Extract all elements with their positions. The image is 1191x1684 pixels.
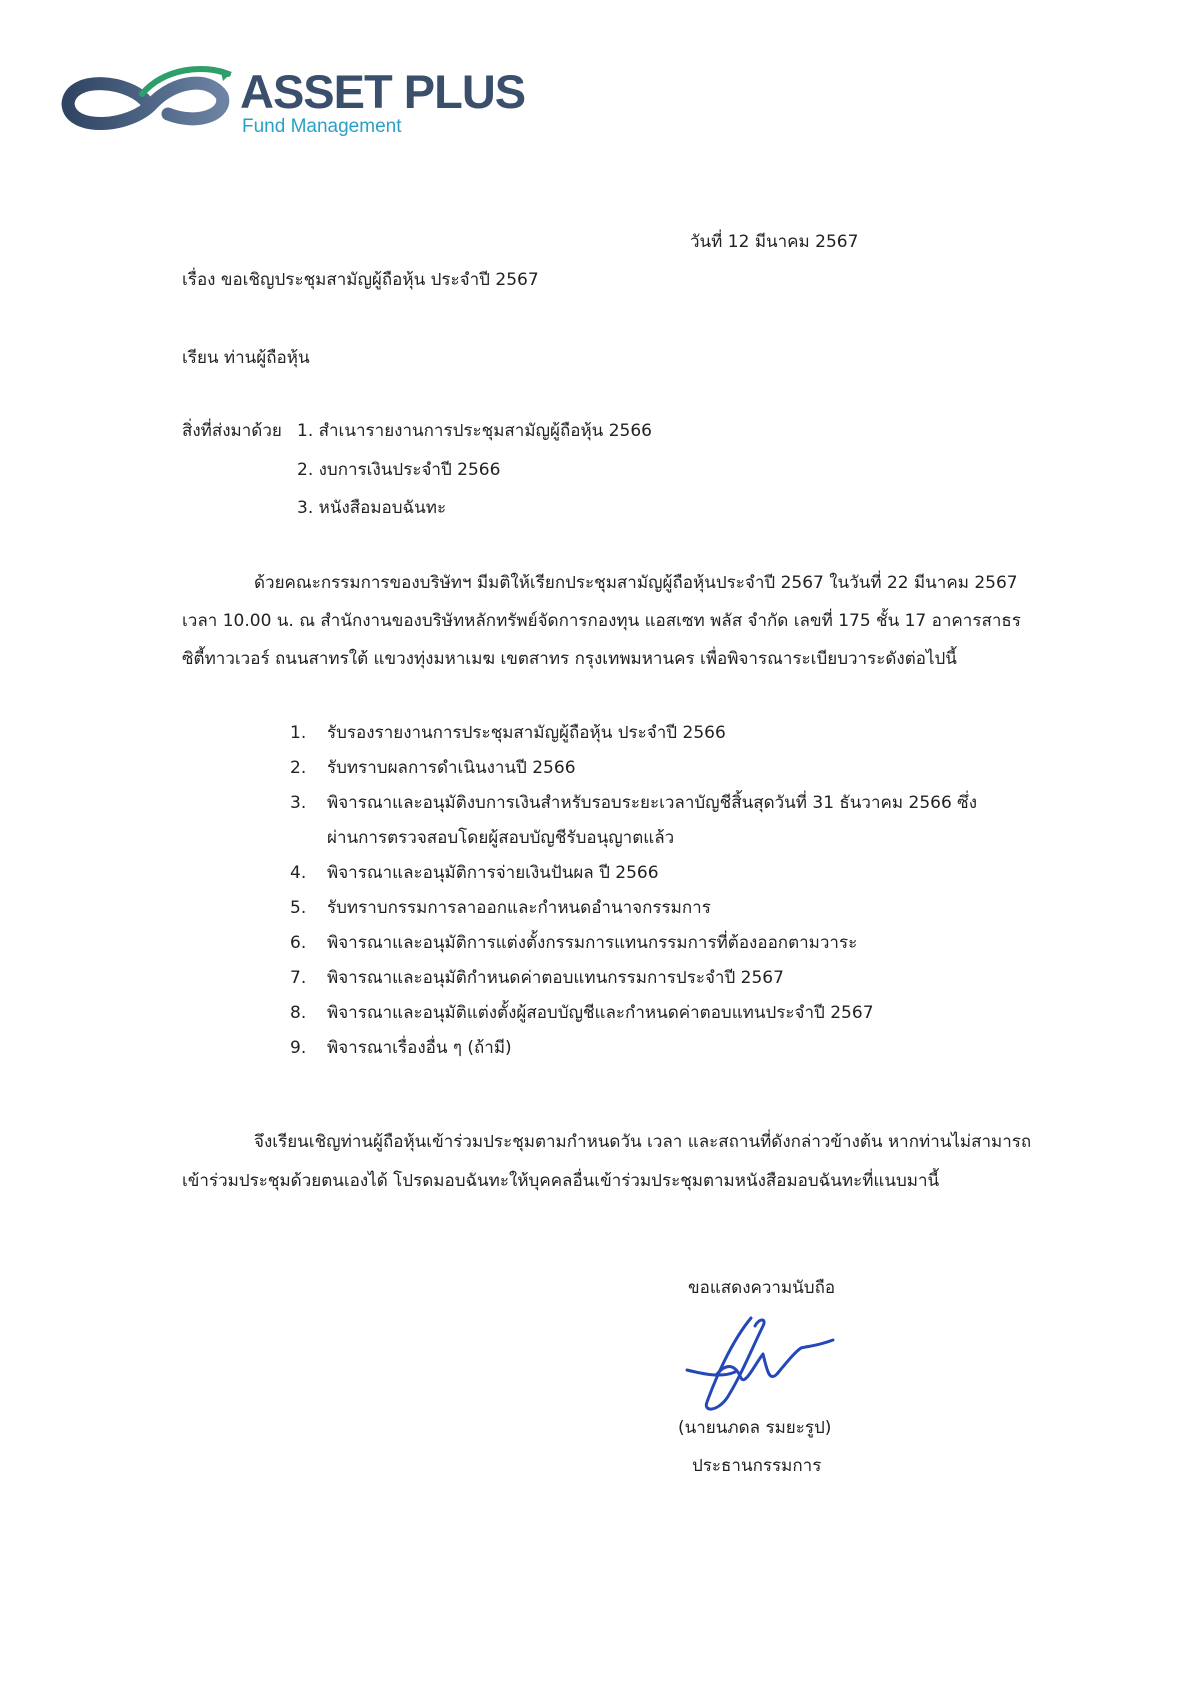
agenda-number: 1. — [290, 723, 307, 743]
agenda-number: 8. — [290, 1003, 307, 1023]
agenda-item — [290, 926, 1050, 961]
agenda-number: 5. — [290, 898, 307, 918]
agenda-number: 7. — [290, 968, 307, 988]
agenda-text: พิจารณาและอนุมัติกำหนดค่าตอบแทนกรรมการประจำปี 2567 — [327, 968, 784, 988]
company-name: ASSET PLUS — [240, 65, 526, 118]
agenda-text: พิจารณาเรื่องอื่น ๆ (ถ้ามี) — [327, 1038, 512, 1058]
agenda-number: 3. — [290, 793, 307, 813]
signer-title: ประธานกรรมการ — [692, 1456, 822, 1476]
complimentary-close: ขอแสดงความนับถือ — [688, 1278, 836, 1298]
letter-salutation: เรียน ท่านผู้ถือหุ้น — [182, 348, 310, 368]
agenda-number: 6. — [290, 933, 307, 953]
intro-line: ซิตี้ทาวเวอร์ ถนนสาทรใต้ แขวงทุ่งมหาเมฆ เขตสาทร กรุงเทพมหานคร เพื่อพิจารณาระเบียบวาระดังต่อไปนี้ — [182, 649, 957, 669]
enclosures-label: สิ่งที่ส่งมาด้วย — [182, 421, 282, 441]
company-logo — [60, 62, 530, 142]
enclosure-item: 1. สำเนารายงานการประชุมสามัญผู้ถือหุ้น 2566 — [297, 421, 652, 441]
closing-line: จึงเรียนเชิญท่านผู้ถือหุ้นเข้าร่วมประชุมตามกำหนดวัน เวลา และสถานที่ดังกล่าวข้างต้น หากท่านไม่สามารถ — [254, 1132, 1032, 1152]
agenda-text: พิจารณาและอนุมัติแต่งตั้งผู้สอบบัญชีและกำหนดค่าตอบแทนประจำปี 2567 — [327, 1003, 874, 1023]
agenda-number: 2. — [290, 758, 307, 778]
agenda-item — [290, 751, 1050, 786]
intro-line: เวลา 10.00 น. ณ สำนักงานของบริษัทหลักทรัพย์จัดการกองทุน แอสเซท พลัส จำกัด เลขที่ 175 ชั้น 17 อาคารสาธร — [182, 611, 1021, 631]
closing-line: เข้าร่วมประชุมด้วยตนเองได้ โปรดมอบฉันทะให้บุคคลอื่นเข้าร่วมประชุมตามหนังสือมอบฉันทะที่แนบมานี้ — [182, 1171, 940, 1191]
agenda-item — [290, 891, 1050, 926]
agenda-item — [290, 996, 1050, 1031]
enclosure-item: 2. งบการเงินประจำปี 2566 — [297, 460, 501, 480]
agenda-text: พิจารณาและอนุมัติการแต่งตั้งกรรมการแทนกรรมการที่ต้องออกตามวาระ — [327, 933, 858, 953]
agenda-item — [290, 961, 1050, 996]
agenda-number: 4. — [290, 863, 307, 883]
agenda-text: รับรองรายงานการประชุมสามัญผู้ถือหุ้น ประจำปี 2566 — [327, 723, 726, 743]
letter-subject: เรื่อง ขอเชิญประชุมสามัญผู้ถือหุ้น ประจำปี 2567 — [182, 270, 539, 290]
signer-name: (นายนภดล รมยะรูป) — [678, 1418, 832, 1438]
agenda-text: พิจารณาและอนุมัติการจ่ายเงินปันผล ปี 2566 — [327, 863, 659, 883]
company-subtitle: Fund Management — [242, 116, 402, 137]
agenda-item — [290, 1031, 1050, 1066]
agenda-number: 9. — [290, 1038, 307, 1058]
agenda-list — [290, 716, 1050, 1066]
agenda-text: ผ่านการตรวจสอบโดยผู้สอบบัญชีรับอนุญาตแล้ว — [327, 828, 675, 848]
signature-image — [683, 1312, 843, 1417]
intro-line: ด้วยคณะกรรมการของบริษัทฯ มีมติให้เรียกประชุมสามัญผู้ถือหุ้นประจำปี 2567 ในวันที่ 22 มีนาคม 2567 — [254, 573, 1018, 593]
agenda-item — [290, 716, 1050, 751]
agenda-item — [290, 856, 1050, 891]
enclosure-item: 3. หนังสือมอบฉันทะ — [297, 498, 447, 518]
agenda-text: รับทราบกรรมการลาออกและกำหนดอำนาจกรรมการ — [327, 898, 711, 918]
letter-date: วันที่ 12 มีนาคม 2567 — [690, 232, 859, 252]
agenda-item — [290, 786, 1050, 856]
agenda-text: รับทราบผลการดำเนินงานปี 2566 — [327, 758, 576, 778]
agenda-text: พิจารณาและอนุมัติงบการเงินสำหรับรอบระยะเวลาบัญชีสิ้นสุดวันที่ 31 ธันวาคม 2566 ซึ่ง — [327, 793, 978, 813]
infinity-logo-icon — [60, 62, 240, 142]
